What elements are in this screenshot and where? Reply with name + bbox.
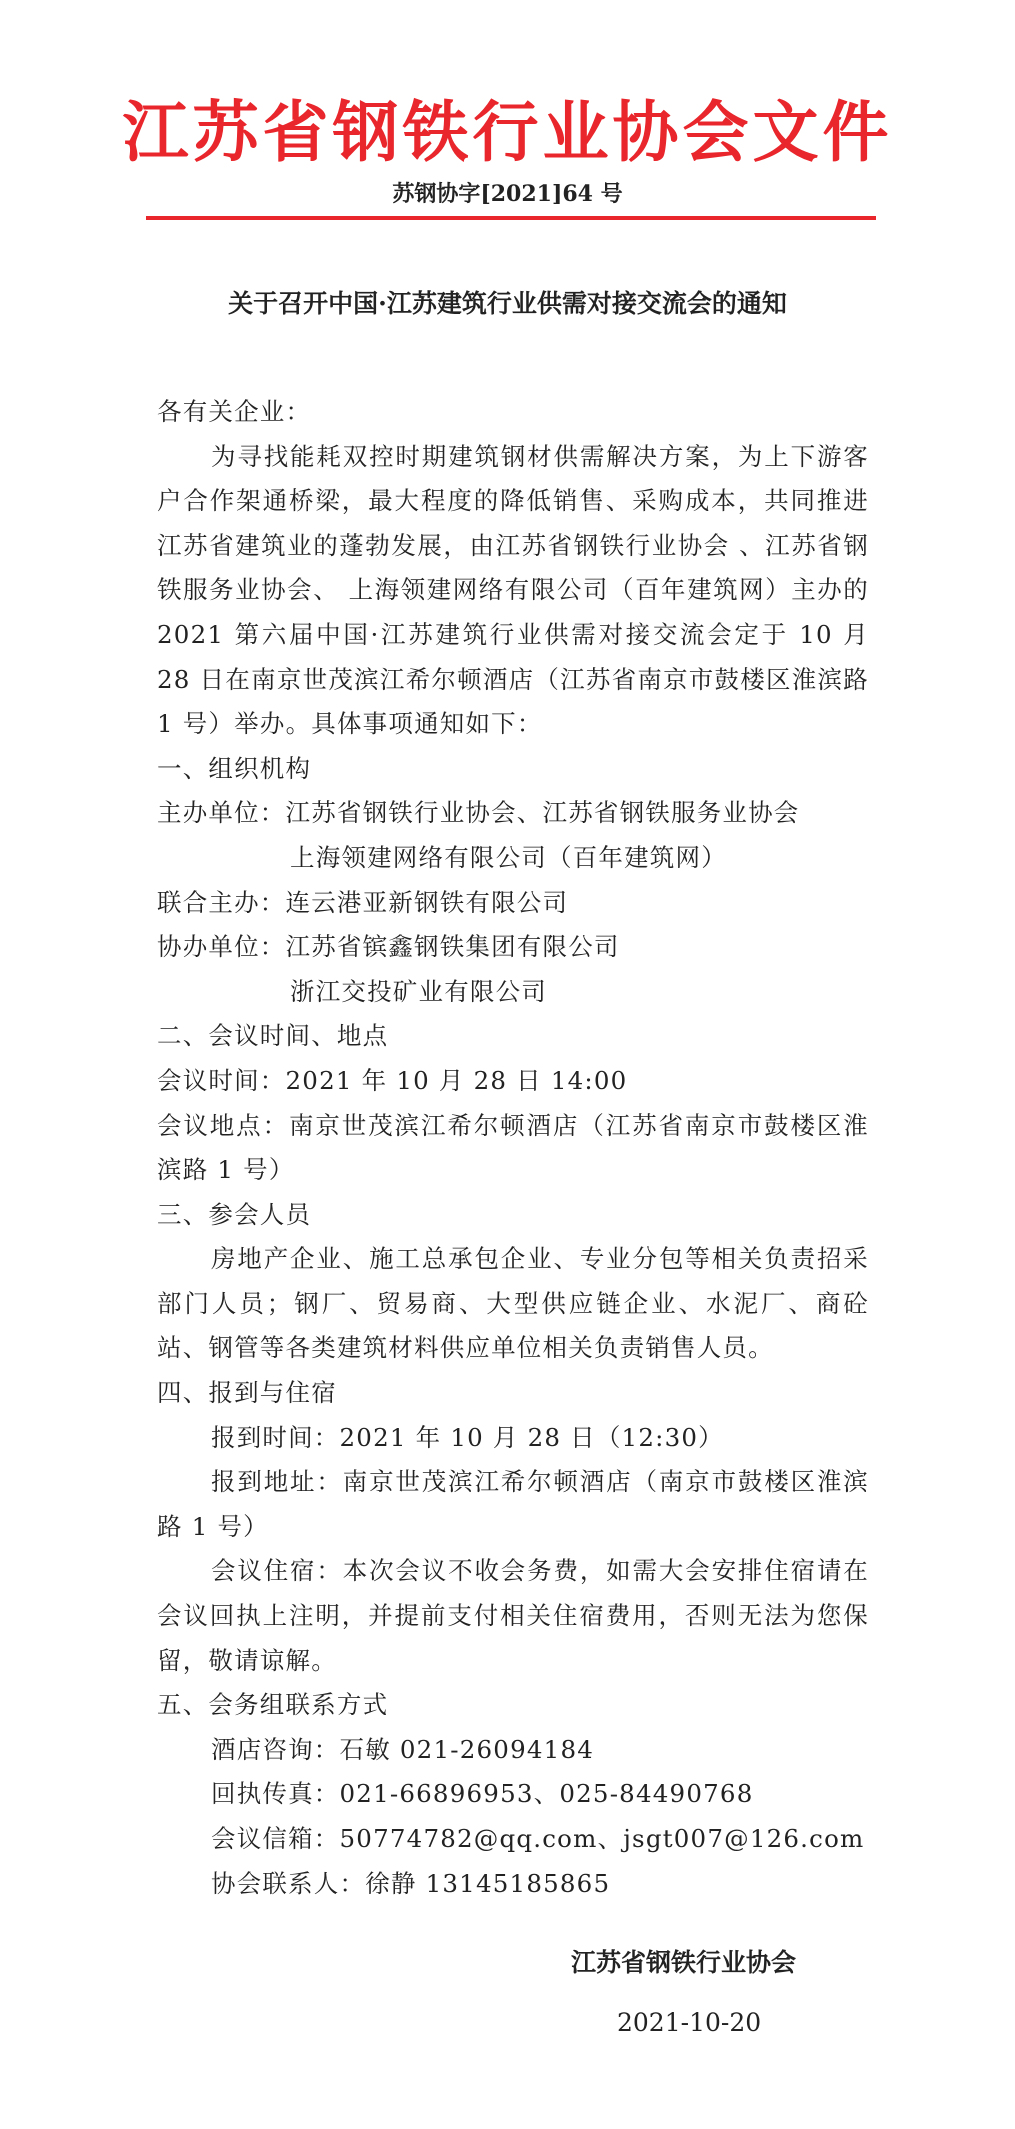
attendees-paragraph: 房地产企业、施工总承包企业、专业分包等相关负责招采部门人员；钢厂、贸易商、大型供应链企业、水泥厂、商砼站、钢管等各类建筑材料供应单位相关负责销售人员。 (157, 1244, 869, 1363)
host-value-1: 江苏省钢铁行业协会、江苏省钢铁服务业协会 (285, 798, 800, 828)
signature-date: 2021-10-20 (617, 2008, 762, 2037)
notice-title: 关于召开中国·江苏建筑行业供需对接交流会的通知 (228, 289, 787, 318)
section-5-heading: 五、会务组联系方式 (157, 1690, 389, 1720)
host-label: 主办单位： (157, 798, 286, 828)
section-4-heading: 四、报到与住宿 (157, 1378, 337, 1408)
section-2-heading: 二、会议时间、地点 (157, 1021, 389, 1051)
assist-label: 协办单位： (157, 932, 286, 962)
document-header-title: 江苏省钢铁行业协会文件 (122, 93, 893, 171)
email-contact: 会议信箱：50774782@qq.com、jsgt007@126.com (211, 1824, 865, 1853)
red-divider-line (146, 216, 876, 220)
cohost-row (157, 881, 869, 926)
checkin-place: 报到地址：南京世茂滨江希尔顿酒店（南京市鼓楼区淮滨路 1 号） (157, 1467, 869, 1541)
fax-contact: 回执传真：021-66896953、025-84490768 (211, 1779, 754, 1809)
assist-row-2: 浙江交投矿业有限公司 (290, 976, 547, 1006)
checkin-time: 报到时间：2021 年 10 月 28 日（12:30） (211, 1422, 724, 1452)
host-row-2: 上海领建网络有限公司（百年建筑网） (290, 842, 727, 872)
assist-row (157, 925, 869, 970)
meeting-place: 会议地点：南京世茂滨江希尔顿酒店（江苏省南京市鼓楼区淮滨路 1 号） (157, 1110, 869, 1185)
document-body (157, 390, 869, 1906)
document-number: 苏钢协字[2021]64 号 (392, 181, 623, 207)
cohost-label: 联合主办： (157, 887, 286, 917)
intro-paragraph: 为寻找能耗双控时期建筑钢材供需解决方案，为上下游客户合作架通桥梁，最大程度的降低销售、采购成本，共同推进江苏省建筑业的蓬勃发展，由江苏省钢铁行业协会 、江苏省钢铁服务业协会、 上海领建网络有限公司（百年建筑网）主办的 2021 第六届中国·江苏建筑行业供需对接交流会定于 10 月 28 日在南京世茂滨江希尔顿酒店（江苏省南京市鼓楼区淮滨路 1 号）举办。具体事项通知如下： (157, 441, 869, 739)
host-row (157, 791, 869, 836)
lodging-paragraph: 会议住宿：本次会议不收会务费，如需大会安排住宿请在会议回执上注明，并提前支付相关住宿费用，否则无法为您保留，敬请谅解。 (157, 1556, 869, 1675)
association-contact: 协会联系人：徐静 13145185865 (211, 1868, 611, 1898)
section-3-heading: 三、参会人员 (157, 1199, 312, 1229)
cohost-value: 连云港亚新钢铁有限公司 (285, 887, 569, 917)
salutation: 各有关企业： (157, 397, 312, 426)
signature-org: 江苏省钢铁行业协会 (571, 1948, 797, 1977)
meeting-time: 会议时间：2021 年 10 月 28 日 14:00 (157, 1065, 628, 1095)
hotel-contact: 酒店咨询：石敏 021-26094184 (211, 1734, 595, 1764)
section-1-heading: 一、组织机构 (157, 753, 312, 783)
assist-value-1: 江苏省镔鑫钢铁集团有限公司 (285, 932, 620, 962)
